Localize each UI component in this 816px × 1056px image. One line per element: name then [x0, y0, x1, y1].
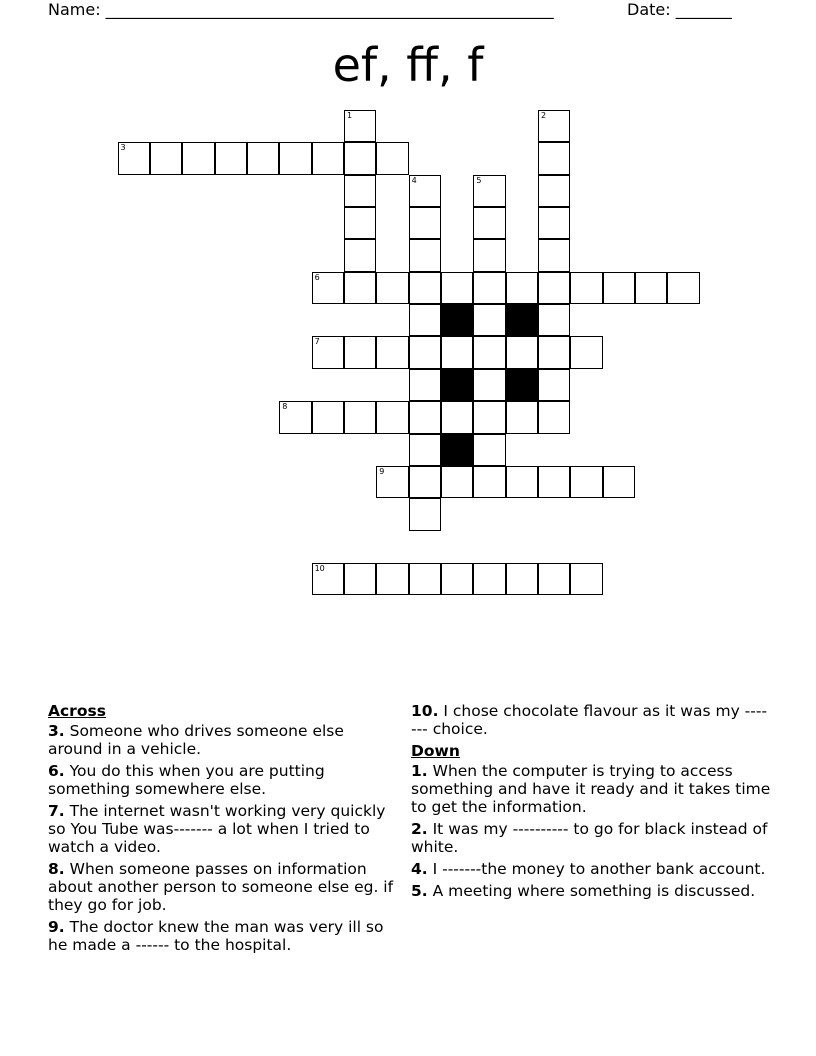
- grid-cell[interactable]: [570, 466, 602, 498]
- grid-cell[interactable]: [473, 434, 505, 466]
- grid-cell[interactable]: [441, 466, 473, 498]
- clue-down-5: 5. A meeting where something is discussed.: [411, 882, 756, 900]
- grid-cell[interactable]: [279, 142, 311, 174]
- clue-number: 8: [282, 402, 288, 412]
- page-title: ef, ff, f: [332, 38, 484, 92]
- grid-cell[interactable]: [182, 142, 214, 174]
- grid-cell[interactable]: [409, 272, 441, 304]
- grid-cell[interactable]: [247, 142, 279, 174]
- grid-cell[interactable]: [409, 466, 441, 498]
- grid-cell[interactable]: [538, 142, 570, 174]
- date-field-label: Date: _______: [627, 0, 732, 19]
- grid-cell[interactable]: [344, 142, 376, 174]
- grid-cell[interactable]: [441, 336, 473, 368]
- clue-number: 7: [314, 337, 320, 347]
- grid-cell[interactable]: [376, 272, 408, 304]
- clue-number: 4: [411, 175, 417, 185]
- clue-number: 3: [120, 143, 126, 153]
- grid-cell[interactable]: [603, 466, 635, 498]
- clue-across-9: 9. The doctor knew the man was very ill so he made a ------ to the hospital.: [48, 918, 384, 954]
- grid-cell[interactable]: [344, 239, 376, 271]
- grid-cell[interactable]: [279, 401, 311, 433]
- grid-cell[interactable]: [473, 175, 505, 207]
- grid-cell[interactable]: [344, 401, 376, 433]
- grid-cell[interactable]: [441, 563, 473, 595]
- grid-cell[interactable]: [409, 207, 441, 239]
- grid-cell[interactable]: [506, 336, 538, 368]
- grid-cell[interactable]: [409, 434, 441, 466]
- grid-cell[interactable]: [506, 563, 538, 595]
- grid-cell[interactable]: [441, 272, 473, 304]
- grid-block: [441, 369, 473, 401]
- grid-cell[interactable]: [473, 207, 505, 239]
- across-heading: Across: [48, 702, 106, 720]
- grid-cell[interactable]: [538, 563, 570, 595]
- clues-right-column: [411, 702, 771, 904]
- grid-cell[interactable]: [570, 336, 602, 368]
- grid-cell[interactable]: [344, 563, 376, 595]
- grid-cell[interactable]: [376, 466, 408, 498]
- grid-cell[interactable]: [409, 175, 441, 207]
- grid-cell[interactable]: [473, 304, 505, 336]
- grid-cell[interactable]: [409, 304, 441, 336]
- clue-across-8: 8. When someone passes on information about another person to someone else eg. if they go for job.: [48, 860, 394, 914]
- clue-number: 6: [314, 272, 320, 282]
- grid-cell[interactable]: [441, 401, 473, 433]
- clue-down-2: 2. It was my ---------- to go for black instead of white.: [411, 820, 768, 856]
- grid-cell[interactable]: [570, 272, 602, 304]
- grid-cell[interactable]: [538, 304, 570, 336]
- grid-cell[interactable]: [473, 563, 505, 595]
- clues-left-column: [48, 702, 398, 958]
- grid-cell[interactable]: [570, 563, 602, 595]
- grid-cell[interactable]: [344, 175, 376, 207]
- grid-cell[interactable]: [344, 207, 376, 239]
- grid-cell[interactable]: [667, 272, 699, 304]
- grid-cell[interactable]: [312, 563, 344, 595]
- grid-cell[interactable]: [344, 272, 376, 304]
- clue-number: 5: [476, 175, 482, 185]
- grid-cell[interactable]: [538, 369, 570, 401]
- grid-cell[interactable]: [215, 142, 247, 174]
- grid-cell[interactable]: [473, 272, 505, 304]
- grid-cell[interactable]: [409, 336, 441, 368]
- grid-cell[interactable]: [506, 466, 538, 498]
- grid-cell[interactable]: [538, 207, 570, 239]
- grid-block: [506, 369, 538, 401]
- clue-number: 9: [379, 466, 385, 476]
- grid-cell[interactable]: [376, 336, 408, 368]
- grid-cell[interactable]: [473, 239, 505, 271]
- grid-cell[interactable]: [312, 272, 344, 304]
- grid-cell[interactable]: [409, 239, 441, 271]
- grid-block: [441, 304, 473, 336]
- grid-cell[interactable]: [344, 336, 376, 368]
- grid-cell[interactable]: [344, 110, 376, 142]
- grid-cell[interactable]: [538, 239, 570, 271]
- clue-number: 2: [541, 111, 547, 120]
- grid-cell[interactable]: [150, 142, 182, 174]
- grid-cell[interactable]: [538, 110, 570, 142]
- grid-cell[interactable]: [312, 336, 344, 368]
- grid-cell[interactable]: [635, 272, 667, 304]
- grid-cell[interactable]: [376, 401, 408, 433]
- clue-down-1: 1. When the computer is trying to access something and have it ready and it takes time to get the information.: [411, 762, 771, 816]
- grid-cell[interactable]: [376, 142, 408, 174]
- grid-cell[interactable]: [312, 142, 344, 174]
- clue-down-4: 4. I -------the money to another bank account.: [411, 860, 766, 878]
- clue-across-3: 3. Someone who drives someone else around in a vehicle.: [48, 722, 344, 758]
- grid-cell[interactable]: [473, 466, 505, 498]
- clue-across-7: 7. The internet wasn't working very quickly so You Tube was------- a lot when I tried to watch a video.: [48, 802, 386, 856]
- grid-cell[interactable]: [538, 336, 570, 368]
- grid-cell[interactable]: [473, 369, 505, 401]
- grid-cell[interactable]: [409, 498, 441, 530]
- grid-cell[interactable]: [409, 401, 441, 433]
- grid-cell[interactable]: [506, 401, 538, 433]
- grid-cell[interactable]: [312, 401, 344, 433]
- clue-number: 1: [346, 111, 353, 120]
- grid-cell[interactable]: [118, 142, 150, 174]
- grid-cell[interactable]: [473, 336, 505, 368]
- grid-cell[interactable]: [409, 563, 441, 595]
- grid-cell[interactable]: [473, 401, 505, 433]
- grid-cell[interactable]: [376, 563, 408, 595]
- clue-number: 10: [314, 563, 325, 573]
- grid-cell[interactable]: [603, 272, 635, 304]
- grid-cell[interactable]: [538, 272, 570, 304]
- grid-block: [441, 434, 473, 466]
- grid-block: [506, 304, 538, 336]
- grid-cell[interactable]: [409, 369, 441, 401]
- name-field-label: Name: ________________________________________________________: [48, 0, 554, 19]
- clue-across-10: 10. I chose chocolate flavour as it was my ------- choice.: [411, 702, 768, 738]
- clue-across-6: 6. You do this when you are putting something somewhere else.: [48, 762, 325, 798]
- grid-cell[interactable]: [538, 175, 570, 207]
- grid-cell[interactable]: [538, 401, 570, 433]
- down-heading: Down: [411, 742, 460, 760]
- grid-cell[interactable]: [538, 466, 570, 498]
- grid-cell[interactable]: [506, 272, 538, 304]
